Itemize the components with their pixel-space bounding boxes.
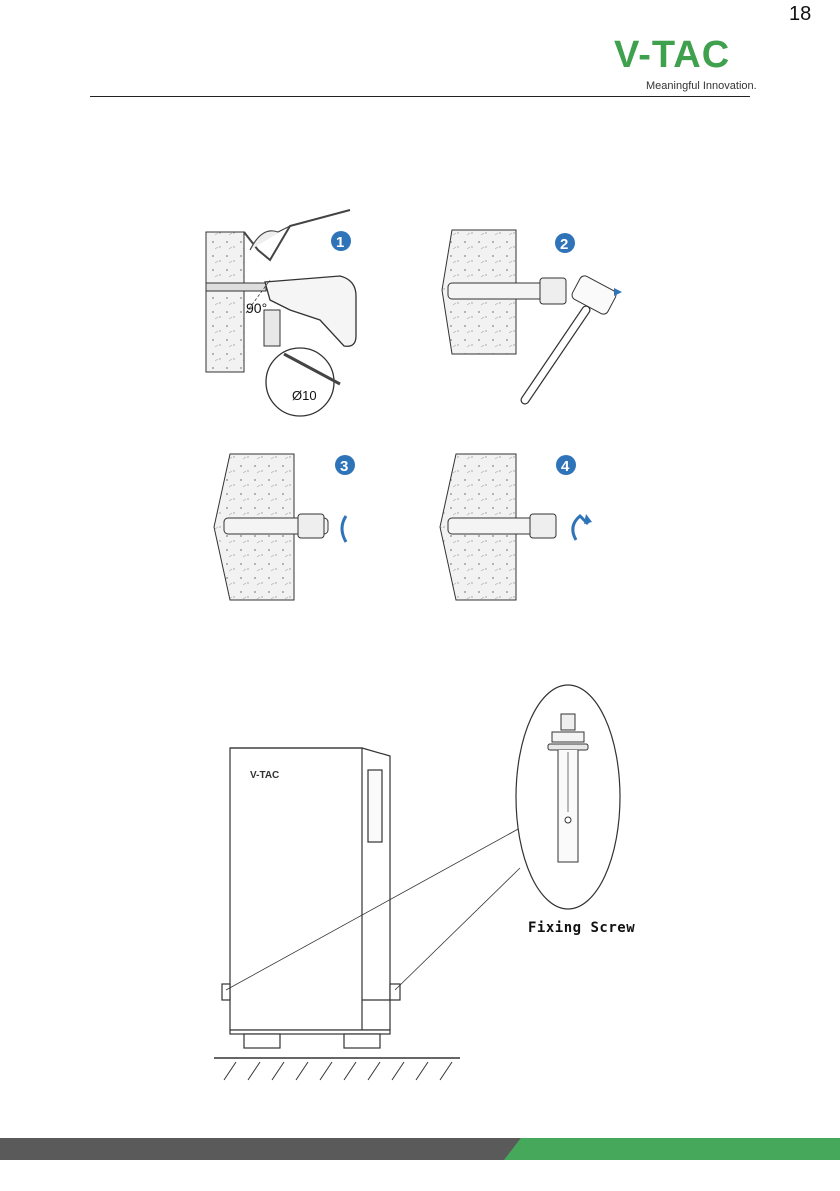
step-1-drilling — [206, 210, 356, 416]
bit-size-callout: Ø10 — [292, 388, 317, 403]
step-2-hammering — [442, 230, 622, 400]
step-3-number: 3 — [340, 458, 349, 475]
fixing-screw-detail — [516, 685, 620, 909]
step-2-number: 2 — [560, 236, 569, 253]
footer-grey-band — [0, 1138, 530, 1160]
cabinet-logo: V-TAC — [250, 770, 280, 781]
battery-cabinet — [214, 748, 520, 1080]
step-1-number: 1 — [336, 234, 345, 251]
footer-green-band — [504, 1138, 840, 1160]
step-3-fastening — [214, 454, 355, 600]
step-4-tightening — [440, 454, 592, 600]
step-4-number: 4 — [561, 458, 570, 475]
angle-callout: 90° — [246, 300, 268, 316]
brand-logo: V-TAC — [614, 34, 731, 76]
page-number: 18 — [789, 3, 812, 25]
fixing-screw-label: Fixing Screw — [528, 920, 636, 936]
brand-tagline: Meaningful Innovation. — [646, 80, 757, 92]
